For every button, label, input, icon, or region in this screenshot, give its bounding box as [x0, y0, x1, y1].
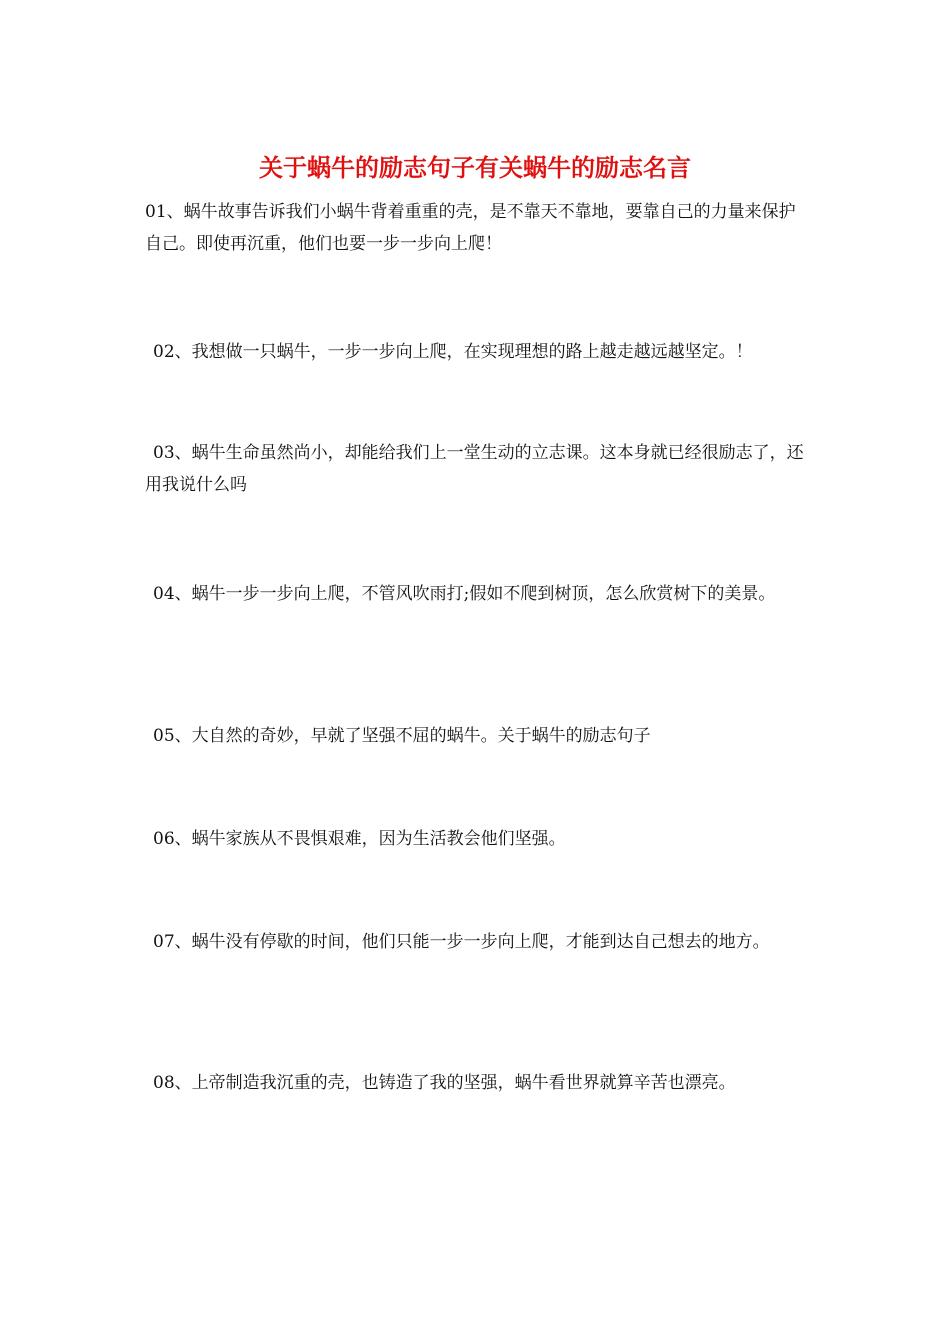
quote-paragraph-02: 02、我想做一只蜗牛，一步一步向上爬，在实现理想的路上越走越远越坚定。！	[153, 342, 753, 362]
quote-paragraph-03: 03、蜗牛生命虽然尚小，却能给我们上一堂生动的立志课。这本身就已经很励志了，还用我说什么吗	[145, 443, 804, 495]
quote-paragraph-08: 08、上帝制造我沉重的壳，也铸造了我的坚强，蜗牛看世界就算辛苦也漂亮。	[153, 1073, 736, 1093]
document-title: 关于蜗牛的励志句子有关蜗牛的励志名言	[259, 154, 691, 182]
quote-paragraph-06: 06、蜗牛家族从不畏惧艰难，因为生活教会他们坚强。	[153, 829, 566, 849]
quote-paragraph-04: 04、蜗牛一步一步向上爬，不管风吹雨打;假如不爬到树顶，怎么欣赏树下的美景。	[153, 584, 776, 604]
quote-paragraph-01: 01、蜗牛故事告诉我们小蜗牛背着重重的壳，是不靠天不靠地，要靠自己的力量来保护自己。即使再沉重，他们也要一步一步向上爬！	[145, 202, 796, 254]
quote-paragraph-07: 07、蜗牛没有停歇的时间，他们只能一步一步向上爬，才能到达自己想去的地方。	[153, 932, 770, 952]
quote-paragraph-05: 05、大自然的奇妙，早就了坚强不屈的蜗牛。关于蜗牛的励志句子	[153, 726, 651, 746]
